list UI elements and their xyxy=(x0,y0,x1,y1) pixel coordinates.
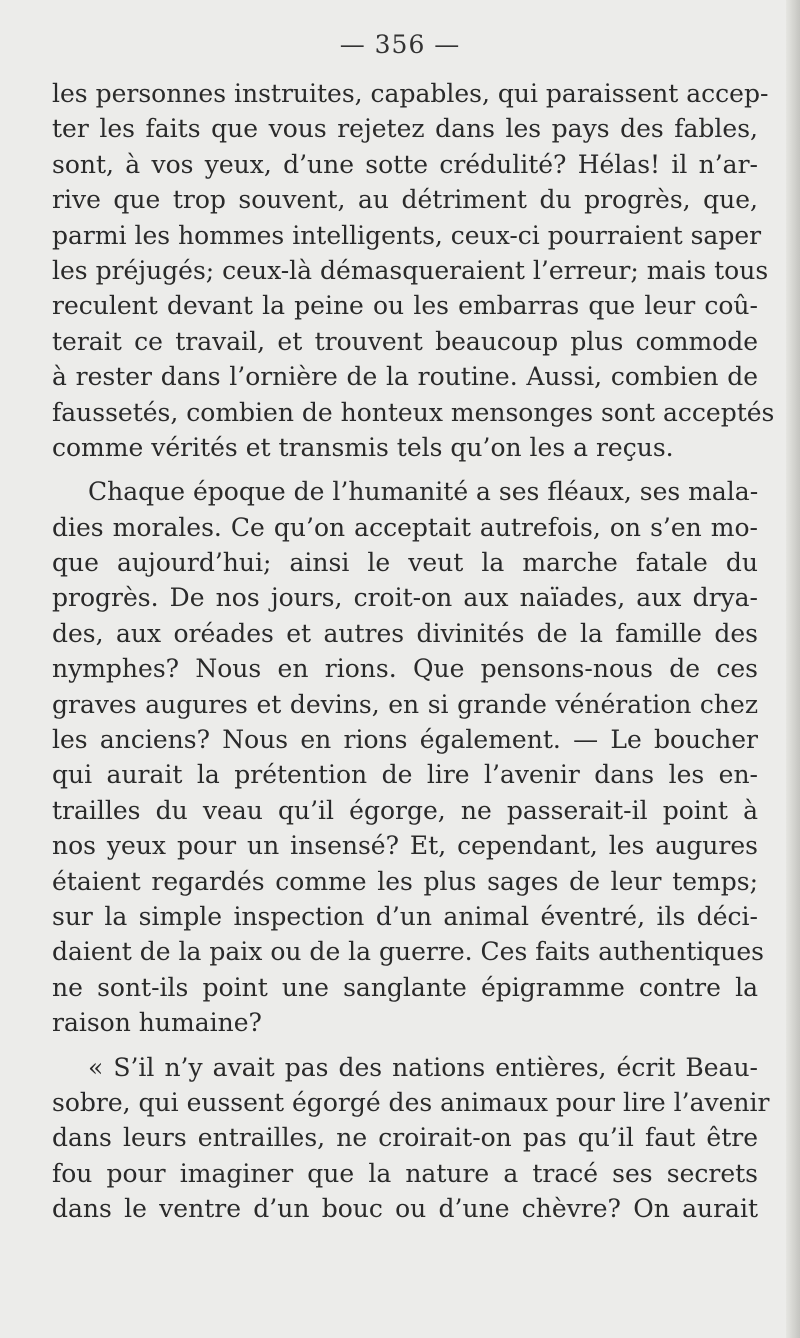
text-line: graves augures et devins, en si grande vénération chez xyxy=(52,689,758,719)
text-line: nymphes? Nous en rions. Que pensons-nous de ces xyxy=(52,654,758,684)
text-line: dans le ventre d’un bouc ou d’une chèvre? On aurait xyxy=(52,1194,758,1224)
text-line: fou pour imaginer que la nature a tracé ses secrets xyxy=(52,1158,758,1188)
text-line: nos yeux pour un insensé? Et, cependant, les augures xyxy=(52,831,758,861)
text-line: « S’il n’y avait pas des nations entières, écrit Beau- xyxy=(88,1052,758,1082)
text-line: à rester dans l’ornière de la routine. Aussi, combien de xyxy=(52,362,758,392)
paragraph-2 xyxy=(52,474,765,1040)
text-line: comme vérités et transmis tels qu’on les a reçus. xyxy=(52,432,674,462)
page-edge-shadow xyxy=(786,0,800,1338)
text-line: raison humaine? xyxy=(52,1008,262,1038)
text-line: sont, à vos yeux, d’une sotte crédulité? Hélas! il n’ar- xyxy=(52,149,758,179)
text-line: daient de la paix ou de la guerre. Ces faits authentiques xyxy=(52,937,765,967)
text-line: Chaque époque de l’humanité a ses fléaux, ses mala- xyxy=(88,477,759,507)
text-line: qui aurait la prétention de lire l’avenir dans les en- xyxy=(52,760,758,790)
text-line: rive que trop souvent, au détriment du progrès, que, xyxy=(52,185,758,215)
text-line: parmi les hommes intelligents, ceux-ci pourraient saper xyxy=(52,220,762,250)
text-line: progrès. De nos jours, croit-on aux naïades, aux drya- xyxy=(52,583,758,613)
paragraph-3 xyxy=(52,1050,770,1227)
text-line: les personnes instruites, capables, qui paraissent accep- xyxy=(52,79,769,108)
text-line: ter les faits que vous rejetez dans les pays des fables, xyxy=(52,114,758,144)
text-line: faussetés, combien de honteux mensonges sont acceptés xyxy=(52,397,775,427)
page-number: — 356 — xyxy=(339,30,461,59)
text-line: sobre, qui eussent égorgé des animaux pour lire l’avenir xyxy=(52,1087,770,1117)
text-line: des, aux oréades et autres divinités de la famille des xyxy=(52,618,758,648)
paragraph-gap xyxy=(52,1041,758,1050)
text-line: étaient regardés comme les plus sages de leur temps; xyxy=(52,866,758,896)
text-line: les anciens? Nous en rions également. — Le boucher xyxy=(52,725,758,755)
text-line: dies morales. Ce qu’on acceptait autrefois, on s’en mo- xyxy=(52,512,758,542)
text-line: terait ce travail, et trouvent beaucoup plus commode xyxy=(52,326,758,356)
text-line: dans leurs entrailles, ne croirait-on pas qu’il faut être xyxy=(52,1123,758,1153)
text-line: sur la simple inspection d’un animal éventré, ils déci- xyxy=(52,901,758,931)
body-text xyxy=(52,76,775,1227)
text-line: que aujourd’hui; ainsi le veut la marche fatale du xyxy=(52,548,758,578)
text-line: ne sont-ils point une sanglante épigramme contre la xyxy=(52,972,758,1002)
text-line: les préjugés; ceux-là démasqueraient l’erreur; mais tous xyxy=(52,255,769,285)
paragraph-1 xyxy=(52,76,775,465)
text-line: reculent devant la peine ou les embarras que leur coû- xyxy=(52,291,758,321)
paragraph-gap xyxy=(52,465,758,474)
text-line: trailles du veau qu’il égorge, ne passerait-il point à xyxy=(52,795,758,825)
